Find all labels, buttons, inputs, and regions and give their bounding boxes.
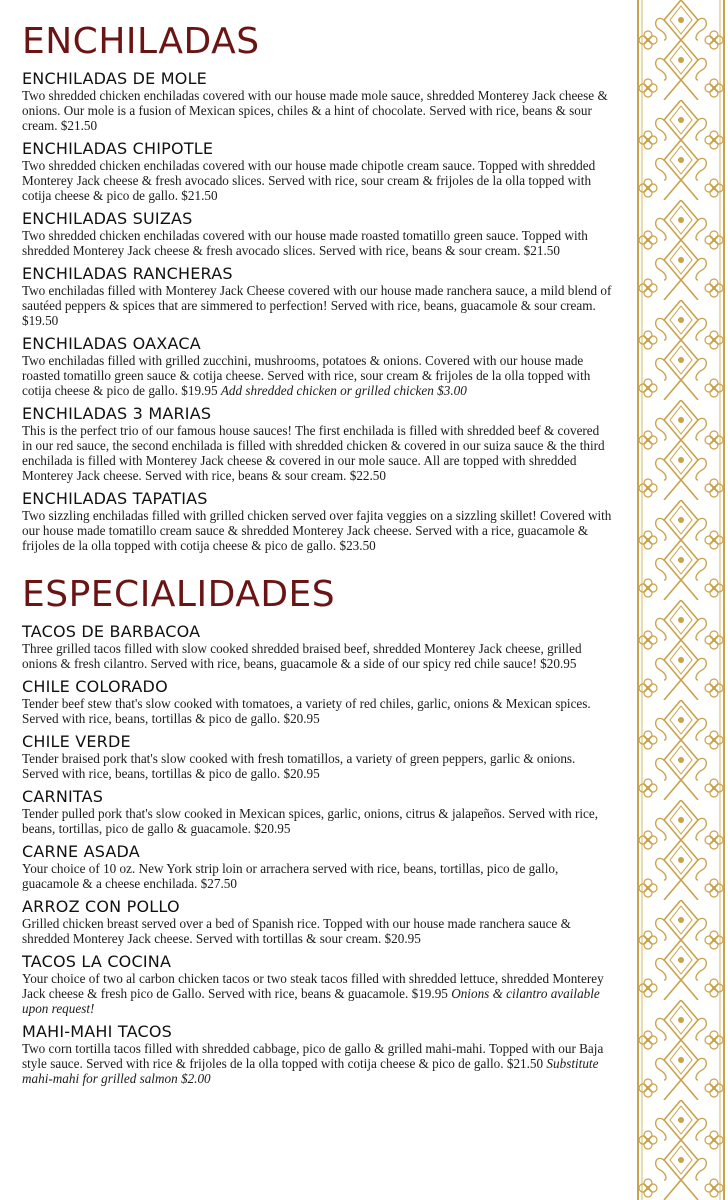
menu-item (22, 953, 612, 1016)
item-desc (22, 228, 612, 258)
item-desc-text: Two enchiladas filled with Monterey Jack Cheese covered with our house made ranchera sauce, a mild blend of sautéed peppers & spices that are simmered to perfection! Served with rice, beans, guacamole & sour cream. $19.50 (22, 283, 612, 328)
item-desc (22, 971, 612, 1016)
item-desc-text: Two sizzling enchiladas filled with grilled chicken served over fajita veggies on a sizzling skillet! Covered with our house made tomatillo cream sauce & shredded Monterey Jack cheese. Served with a rice, guacamole & frijoles de la olla topped with cotija cheese & pico de gallo. $23.50 (22, 508, 612, 553)
item-desc-text: Grilled chicken breast served over a bed of Spanish rice. Topped with our house made ranchera sauce & shredded Monterey Jack cheese. Served with tortillas & sour cream. $20.95 (22, 916, 571, 946)
item-name: ENCHILADAS OAXACA (22, 334, 201, 353)
item-desc-text: Your choice of two al carbon chicken tacos or two steak tacos filled with shredded lettuce, shredded Monterey Jack cheese & fresh pico de Gallo. Served with rice, beans & guacamole. $19.95 (22, 971, 604, 1001)
menu-item (22, 265, 612, 328)
menu-item (22, 140, 612, 203)
menu-item (22, 678, 612, 726)
item-desc (22, 283, 612, 328)
section-title: ESPECIALIDADES (22, 574, 336, 615)
item-desc-text: Two shredded chicken enchiladas covered with our house made mole sauce, shredded Monterey Jack cheese & onions. Our mole is a fusion of Mexican spices, chiles & a hint of chocolate. Served with rice, beans & sour cream. $21.50 (22, 88, 608, 133)
menu-content (22, 22, 612, 1093)
item-desc (22, 861, 612, 891)
menu-item (22, 843, 612, 891)
item-name: ENCHILADAS CHIPOTLE (22, 139, 214, 158)
item-desc (22, 641, 612, 671)
item-desc-text: Tender pulled pork that's slow cooked in Mexican spices, garlic, onions, citrus & jalapeños. Served with rice, beans, tortillas, pico de gallo & guacamole. $20.95 (22, 806, 599, 836)
item-desc (22, 751, 612, 781)
gold-ornamental-border-icon (634, 0, 728, 1200)
item-name: ARROZ CON POLLO (22, 897, 180, 916)
item-name: TACOS LA COCINA (22, 952, 172, 971)
item-name: CHILE VERDE (22, 732, 131, 751)
menu-item (22, 490, 612, 553)
menu-item (22, 623, 612, 671)
item-desc (22, 353, 612, 398)
item-desc-text: Two shredded chicken enchiladas covered with our house made chipotle cream sauce. Topped with shredded Monterey Jack cheese & fresh avocado slices. Served with rice, sour cream & frijoles de la olla topped with cotija cheese & pico de gallo. $21.50 (22, 158, 596, 203)
menu-item (22, 788, 612, 836)
item-desc (22, 158, 612, 203)
item-name: ENCHILADAS TAPATIAS (22, 489, 208, 508)
item-name: TACOS DE BARBACOA (22, 622, 201, 641)
item-desc (22, 88, 612, 133)
item-name: CARNITAS (22, 787, 104, 806)
item-name: CHILE COLORADO (22, 677, 168, 696)
item-desc (22, 423, 612, 483)
item-note: Add shredded chicken or grilled chicken $3.00 (220, 383, 467, 398)
item-name: ENCHILADAS DE MOLE (22, 69, 207, 88)
section-enchiladas (22, 22, 612, 553)
item-desc (22, 1041, 612, 1086)
item-note: Onions & cilantro available upon request! (22, 986, 600, 1016)
item-desc (22, 916, 612, 946)
item-name: MAHI-MAHI TACOS (22, 1022, 172, 1041)
item-desc (22, 806, 612, 836)
item-name: ENCHILADAS 3 MARIAS (22, 404, 212, 423)
menu-item (22, 210, 612, 258)
item-desc-text: Tender braised pork that's slow cooked with fresh tomatillos, a variety of green peppers, garlic & onions. Served with rice, beans, tortillas & pico de gallo. $20.95 (22, 751, 576, 781)
item-note: Substitute mahi-mahi for grilled salmon $2.00 (22, 1056, 599, 1086)
item-name: ENCHILADAS SUIZAS (22, 209, 193, 228)
item-desc-text: Two corn tortilla tacos filled with shredded cabbage, pico de gallo & grilled mahi-mahi. Topped with our Baja style sauce. Served with rice & frijoles de la olla topped with cotija cheese & pico de gallo. $21.50 (22, 1041, 604, 1071)
menu-item (22, 405, 612, 483)
item-name: ENCHILADAS RANCHERAS (22, 264, 233, 283)
item-desc (22, 508, 612, 553)
item-desc-text: Three grilled tacos filled with slow cooked shredded braised beef, shredded Monterey Jack cheese, grilled onions & fresh cilantro. Served with rice, beans, guacamole & a side of our spicy red chile sauce! $20.95 (22, 641, 582, 671)
item-desc-text: Two enchiladas filled with grilled zucchini, mushrooms, potatoes & onions. Covered with our house made roasted tomatillo green sauce & cotija cheese. Served with rice, sour cream & frijoles de la olla topped with cotija cheese & pico de gallo. $19.95 (22, 353, 591, 398)
menu-item (22, 1023, 612, 1086)
menu-item (22, 733, 612, 781)
section-especialidades (22, 575, 612, 1086)
item-desc-text: This is the perfect trio of our famous house sauces! The first enchilada is filled with shredded beef & covered in our red sauce, the second enchilada is filled with shredded chicken & covered in our suiza sauce & the third enchilada is filled with Monterey Jack cheese & covered in our mole sauce. All are topped with shredded Monterey Jack cheese. Served with rice, beans & sour cream. $22.50 (22, 423, 605, 483)
item-name: CARNE ASADA (22, 842, 140, 861)
menu-item (22, 335, 612, 398)
section-title: ENCHILADAS (22, 21, 260, 62)
menu-item (22, 70, 612, 133)
item-desc-text: Your choice of 10 oz. New York strip loin or arrachera served with rice, beans, tortillas, pico de gallo, guacamole & a cheese enchilada. $27.50 (22, 861, 559, 891)
item-desc-text: Two shredded chicken enchiladas covered with our house made roasted tomatillo green sauce. Topped with shredded Monterey Jack cheese & fresh avocado slices. Served with rice, beans & sour cream. $21.50 (22, 228, 588, 258)
item-desc (22, 696, 612, 726)
item-desc-text: Tender beef stew that's slow cooked with tomatoes, a variety of red chiles, garlic, onions & Mexican spices. Served with rice, beans, tortillas & pico de gallo. $20.95 (22, 696, 591, 726)
menu-item (22, 898, 612, 946)
